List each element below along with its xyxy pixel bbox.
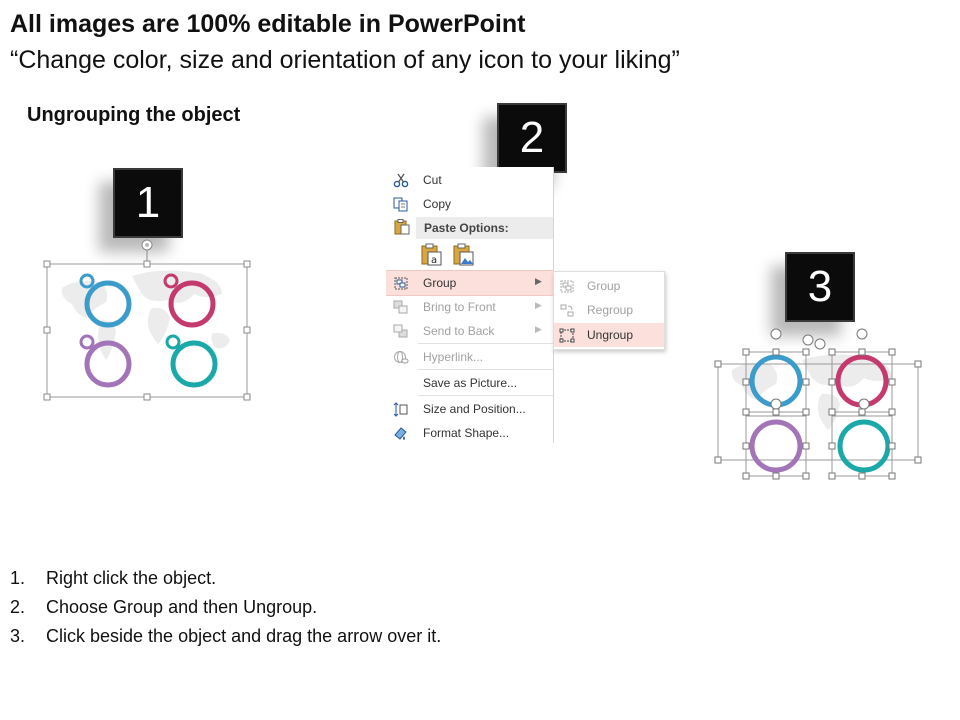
submenu-item-group[interactable] xyxy=(554,274,664,298)
menu-item-send-to-back[interactable] xyxy=(386,319,553,343)
paste-options-header xyxy=(416,217,553,239)
submenu-label: Regroup xyxy=(587,303,634,317)
submenu-item-regroup[interactable] xyxy=(554,298,664,322)
group-submenu xyxy=(553,271,665,350)
size-position-icon xyxy=(393,402,409,417)
menu-label: Save as Picture... xyxy=(423,376,518,390)
menu-label: Send to Back xyxy=(423,324,495,338)
hyperlink-icon xyxy=(393,350,409,365)
bring-to-front-icon xyxy=(393,300,409,315)
instruction-item: 1. Right click the object. xyxy=(10,568,217,588)
regroup-icon xyxy=(559,303,575,318)
step-1-number: 1 xyxy=(135,178,161,227)
group-icon xyxy=(559,279,575,294)
page-title: All images are 100% editable in PowerPoint xyxy=(10,10,526,38)
menu-label: Group xyxy=(423,276,457,290)
paste-option-keep-text[interactable] xyxy=(420,243,444,270)
menu-item-save-as-picture[interactable] xyxy=(386,371,553,395)
submenu-item-ungroup[interactable] xyxy=(554,323,664,347)
menu-label: Copy xyxy=(423,197,452,211)
step-3-badge xyxy=(785,252,855,322)
menu-label: Cut xyxy=(423,173,442,187)
svg-text:a: a xyxy=(431,255,438,266)
paste-picture-icon xyxy=(452,243,476,267)
menu-item-copy[interactable] xyxy=(386,192,553,216)
grouped-object[interactable] xyxy=(40,236,256,404)
context-menu xyxy=(386,167,554,443)
instruction-list xyxy=(10,568,441,655)
step-2-badge xyxy=(497,103,567,173)
send-to-back-icon xyxy=(393,324,409,339)
instruction-item: 3. Click beside the object and drag the arrow over it. xyxy=(10,626,442,646)
copy-icon xyxy=(393,197,409,212)
menu-item-hyperlink[interactable] xyxy=(386,345,553,369)
submenu-arrow-icon: ▶ xyxy=(535,324,542,334)
submenu-label: Ungroup xyxy=(587,328,634,342)
paste-keep-text-icon xyxy=(420,243,444,267)
menu-item-size-and-position[interactable] xyxy=(386,397,553,421)
menu-item-format-shape[interactable] xyxy=(386,421,553,445)
step-2-number: 2 xyxy=(519,113,545,162)
step-1-badge xyxy=(113,168,183,238)
rotate-handle-icon[interactable] xyxy=(142,240,152,250)
menu-item-group[interactable] xyxy=(386,270,553,296)
section-heading: Ungrouping the object xyxy=(27,104,241,126)
group-icon xyxy=(393,276,409,291)
ungrouped-object[interactable] xyxy=(712,324,928,482)
menu-label: Hyperlink... xyxy=(423,350,484,364)
menu-label: Format Shape... xyxy=(423,426,510,440)
menu-item-bring-to-front[interactable] xyxy=(386,295,553,319)
menu-label: Size and Position... xyxy=(423,402,526,416)
ungroup-icon xyxy=(559,328,575,343)
paste-icon xyxy=(394,219,410,235)
format-shape-icon xyxy=(393,426,409,441)
paste-option-picture[interactable] xyxy=(452,243,476,270)
paste-options-label: Paste Options: xyxy=(424,221,509,235)
submenu-label: Group xyxy=(587,279,621,293)
menu-item-cut[interactable] xyxy=(386,168,553,192)
instruction-item: 2. Choose Group and then Ungroup. xyxy=(10,597,318,617)
submenu-arrow-icon: ▶ xyxy=(535,300,542,310)
menu-label: Bring to Front xyxy=(423,300,496,314)
submenu-arrow-icon: ▶ xyxy=(535,276,542,286)
page-subtitle: “Change color, size and orientation of any icon to your liking” xyxy=(10,46,680,74)
step-3-number: 3 xyxy=(807,262,833,311)
scissors-icon xyxy=(393,173,409,188)
